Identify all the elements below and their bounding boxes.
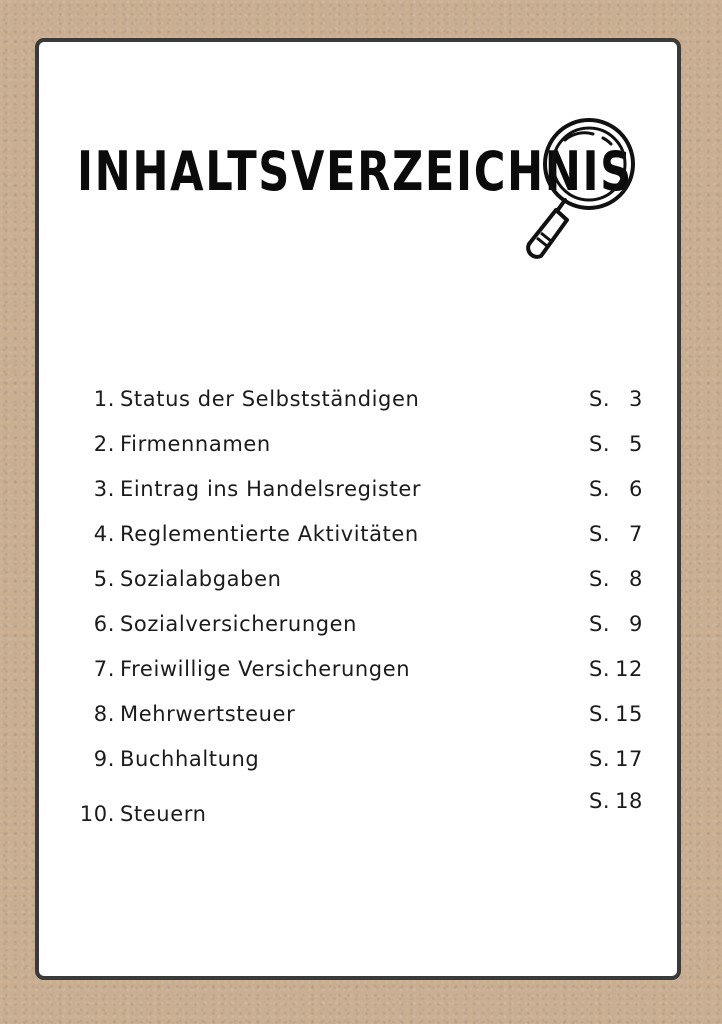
toc-item[interactable] xyxy=(39,702,677,747)
toc-item-title: Reglementierte Aktivitäten xyxy=(120,522,419,546)
toc-item-title: Eintrag ins Handelsregister xyxy=(120,477,422,501)
toc-item-page: 18 xyxy=(615,789,643,813)
toc-item[interactable] xyxy=(39,387,677,432)
toc-page-prefix: S. xyxy=(589,387,611,411)
toc-item-number: 6. xyxy=(93,612,115,636)
toc-item-title: Sozialabgaben xyxy=(120,567,282,591)
toc-item-title: Mehrwertsteuer xyxy=(120,702,296,726)
toc-item-title: Firmennamen xyxy=(120,432,271,456)
toc-page-prefix: S. xyxy=(589,522,611,546)
toc-item-number: 7. xyxy=(93,657,115,681)
toc-page-prefix: S. xyxy=(589,657,611,681)
toc-item-number: 5. xyxy=(93,567,115,591)
toc-page-prefix: S. xyxy=(589,432,611,456)
toc-item-number: 10. xyxy=(79,802,115,826)
toc-item[interactable] xyxy=(39,789,677,837)
toc-item-number: 4. xyxy=(93,522,115,546)
table-of-contents xyxy=(39,387,677,837)
toc-item[interactable] xyxy=(39,747,677,792)
toc-item-number: 9. xyxy=(93,747,115,771)
toc-item-page: 15 xyxy=(615,702,643,726)
toc-item-number: 2. xyxy=(93,432,115,456)
toc-item-number: 3. xyxy=(93,477,115,501)
toc-item-page: 8 xyxy=(629,567,643,591)
toc-item[interactable] xyxy=(39,432,677,477)
magnifying-glass-icon xyxy=(515,114,647,274)
toc-item-title: Buchhaltung xyxy=(120,747,260,771)
toc-item-title: Freiwillige Versicherungen xyxy=(120,657,411,681)
toc-item-page: 6 xyxy=(629,477,643,501)
toc-page-prefix: S. xyxy=(589,789,611,813)
toc-item-page: 7 xyxy=(629,522,643,546)
toc-item-page: 9 xyxy=(629,612,643,636)
toc-page-prefix: S. xyxy=(589,477,611,501)
toc-item-number: 8. xyxy=(93,702,115,726)
toc-item[interactable] xyxy=(39,567,677,612)
toc-item-page: 5 xyxy=(629,432,643,456)
toc-page-prefix: S. xyxy=(589,567,611,591)
toc-item-title: Status der Selbstständigen xyxy=(120,387,420,411)
toc-item[interactable] xyxy=(39,612,677,657)
toc-page-prefix: S. xyxy=(589,747,611,771)
toc-item-page: 12 xyxy=(615,657,643,681)
document-page xyxy=(35,38,681,980)
toc-item[interactable] xyxy=(39,522,677,567)
toc-item-page: 17 xyxy=(615,747,643,771)
toc-item-number: 1. xyxy=(93,387,115,411)
page-title: INHALTSVERZEICHNIS xyxy=(77,140,633,203)
toc-item-title: Steuern xyxy=(120,802,207,826)
toc-page-prefix: S. xyxy=(589,702,611,726)
toc-item-page: 3 xyxy=(629,387,643,411)
toc-item-title: Sozialversicherungen xyxy=(120,612,358,636)
toc-item[interactable] xyxy=(39,657,677,702)
toc-page-prefix: S. xyxy=(589,612,611,636)
toc-item[interactable] xyxy=(39,477,677,522)
